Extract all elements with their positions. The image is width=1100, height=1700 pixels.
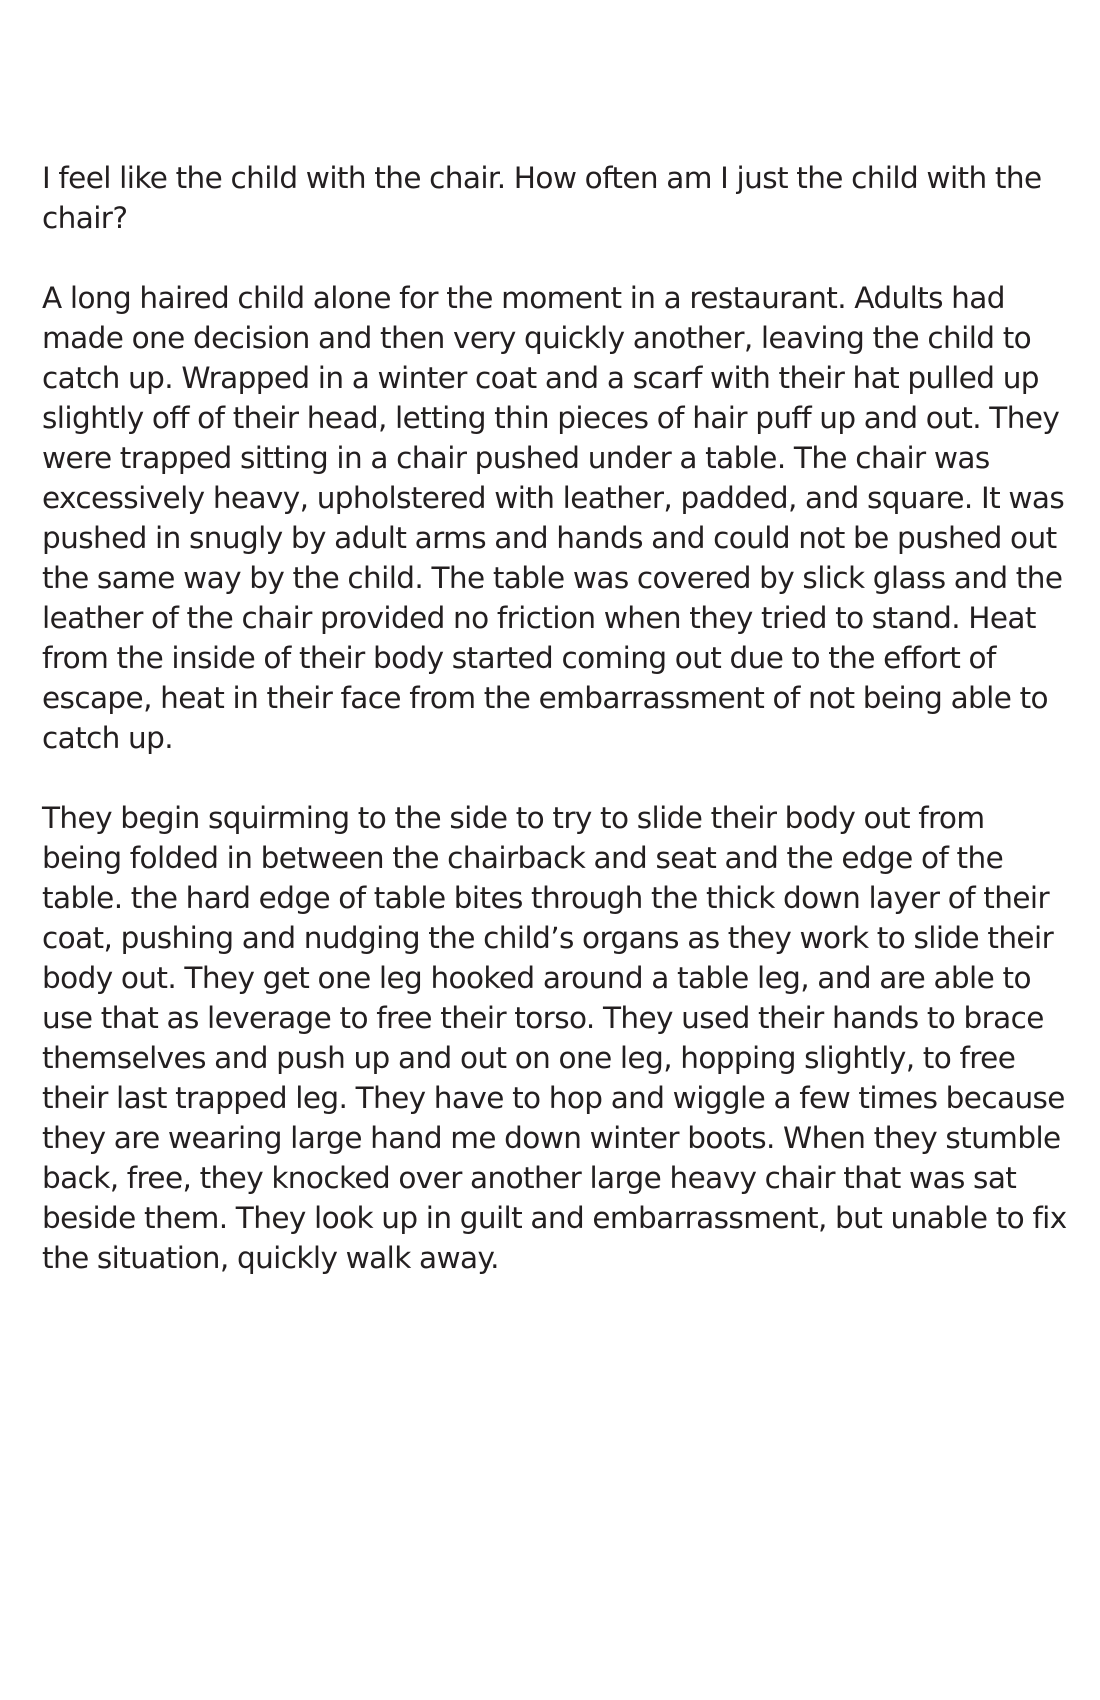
document-body <box>42 158 1067 1278</box>
paragraph-intro: I feel like the child with the chair. How often am I just the child with the chair? <box>42 161 1042 235</box>
paragraph-restaurant: A long haired child alone for the moment in a restaurant. Adults had made one decision and then very quickly another, leaving the child to catch up. Wrapped in a winter coat and a scarf with their hat pulled up slightly off of their head, letting thin pieces of hair puff up and out. They were trapped sitting in a chair pushed under a table. The chair was excessively heavy, upholstered with leather, padded, and square. It was pushed in snugly by adult arms and hands and could not be pushed out the same way by the child. The table was covered by slick glass and the leather of the chair provided no friction when they tried to stand. Heat from the inside of their body started coming out due to the effort of escape, heat in their face from the embarrassment of not being able to catch up. <box>42 281 1065 755</box>
paragraph-escape: They begin squirming to the side to try to slide their body out from being folded in between the chairback and seat and the edge of the table. the hard edge of table bites through the thick down layer of their coat, pushing and nudging the child’s organs as they work to slide their body out. They get one leg hooked around a table leg, and are able to use that as leverage to free their torso. They used their hands to brace themselves and push up and out on one leg, hopping slightly, to free their last trapped leg. They have to hop and wiggle a few times because they are wearing large hand me down winter boots. When they stumble back, free, they knocked over another large heavy chair that was sat beside them. They look up in guilt and embarrassment, but unable to fix the situation, quickly walk away. <box>42 801 1067 1275</box>
